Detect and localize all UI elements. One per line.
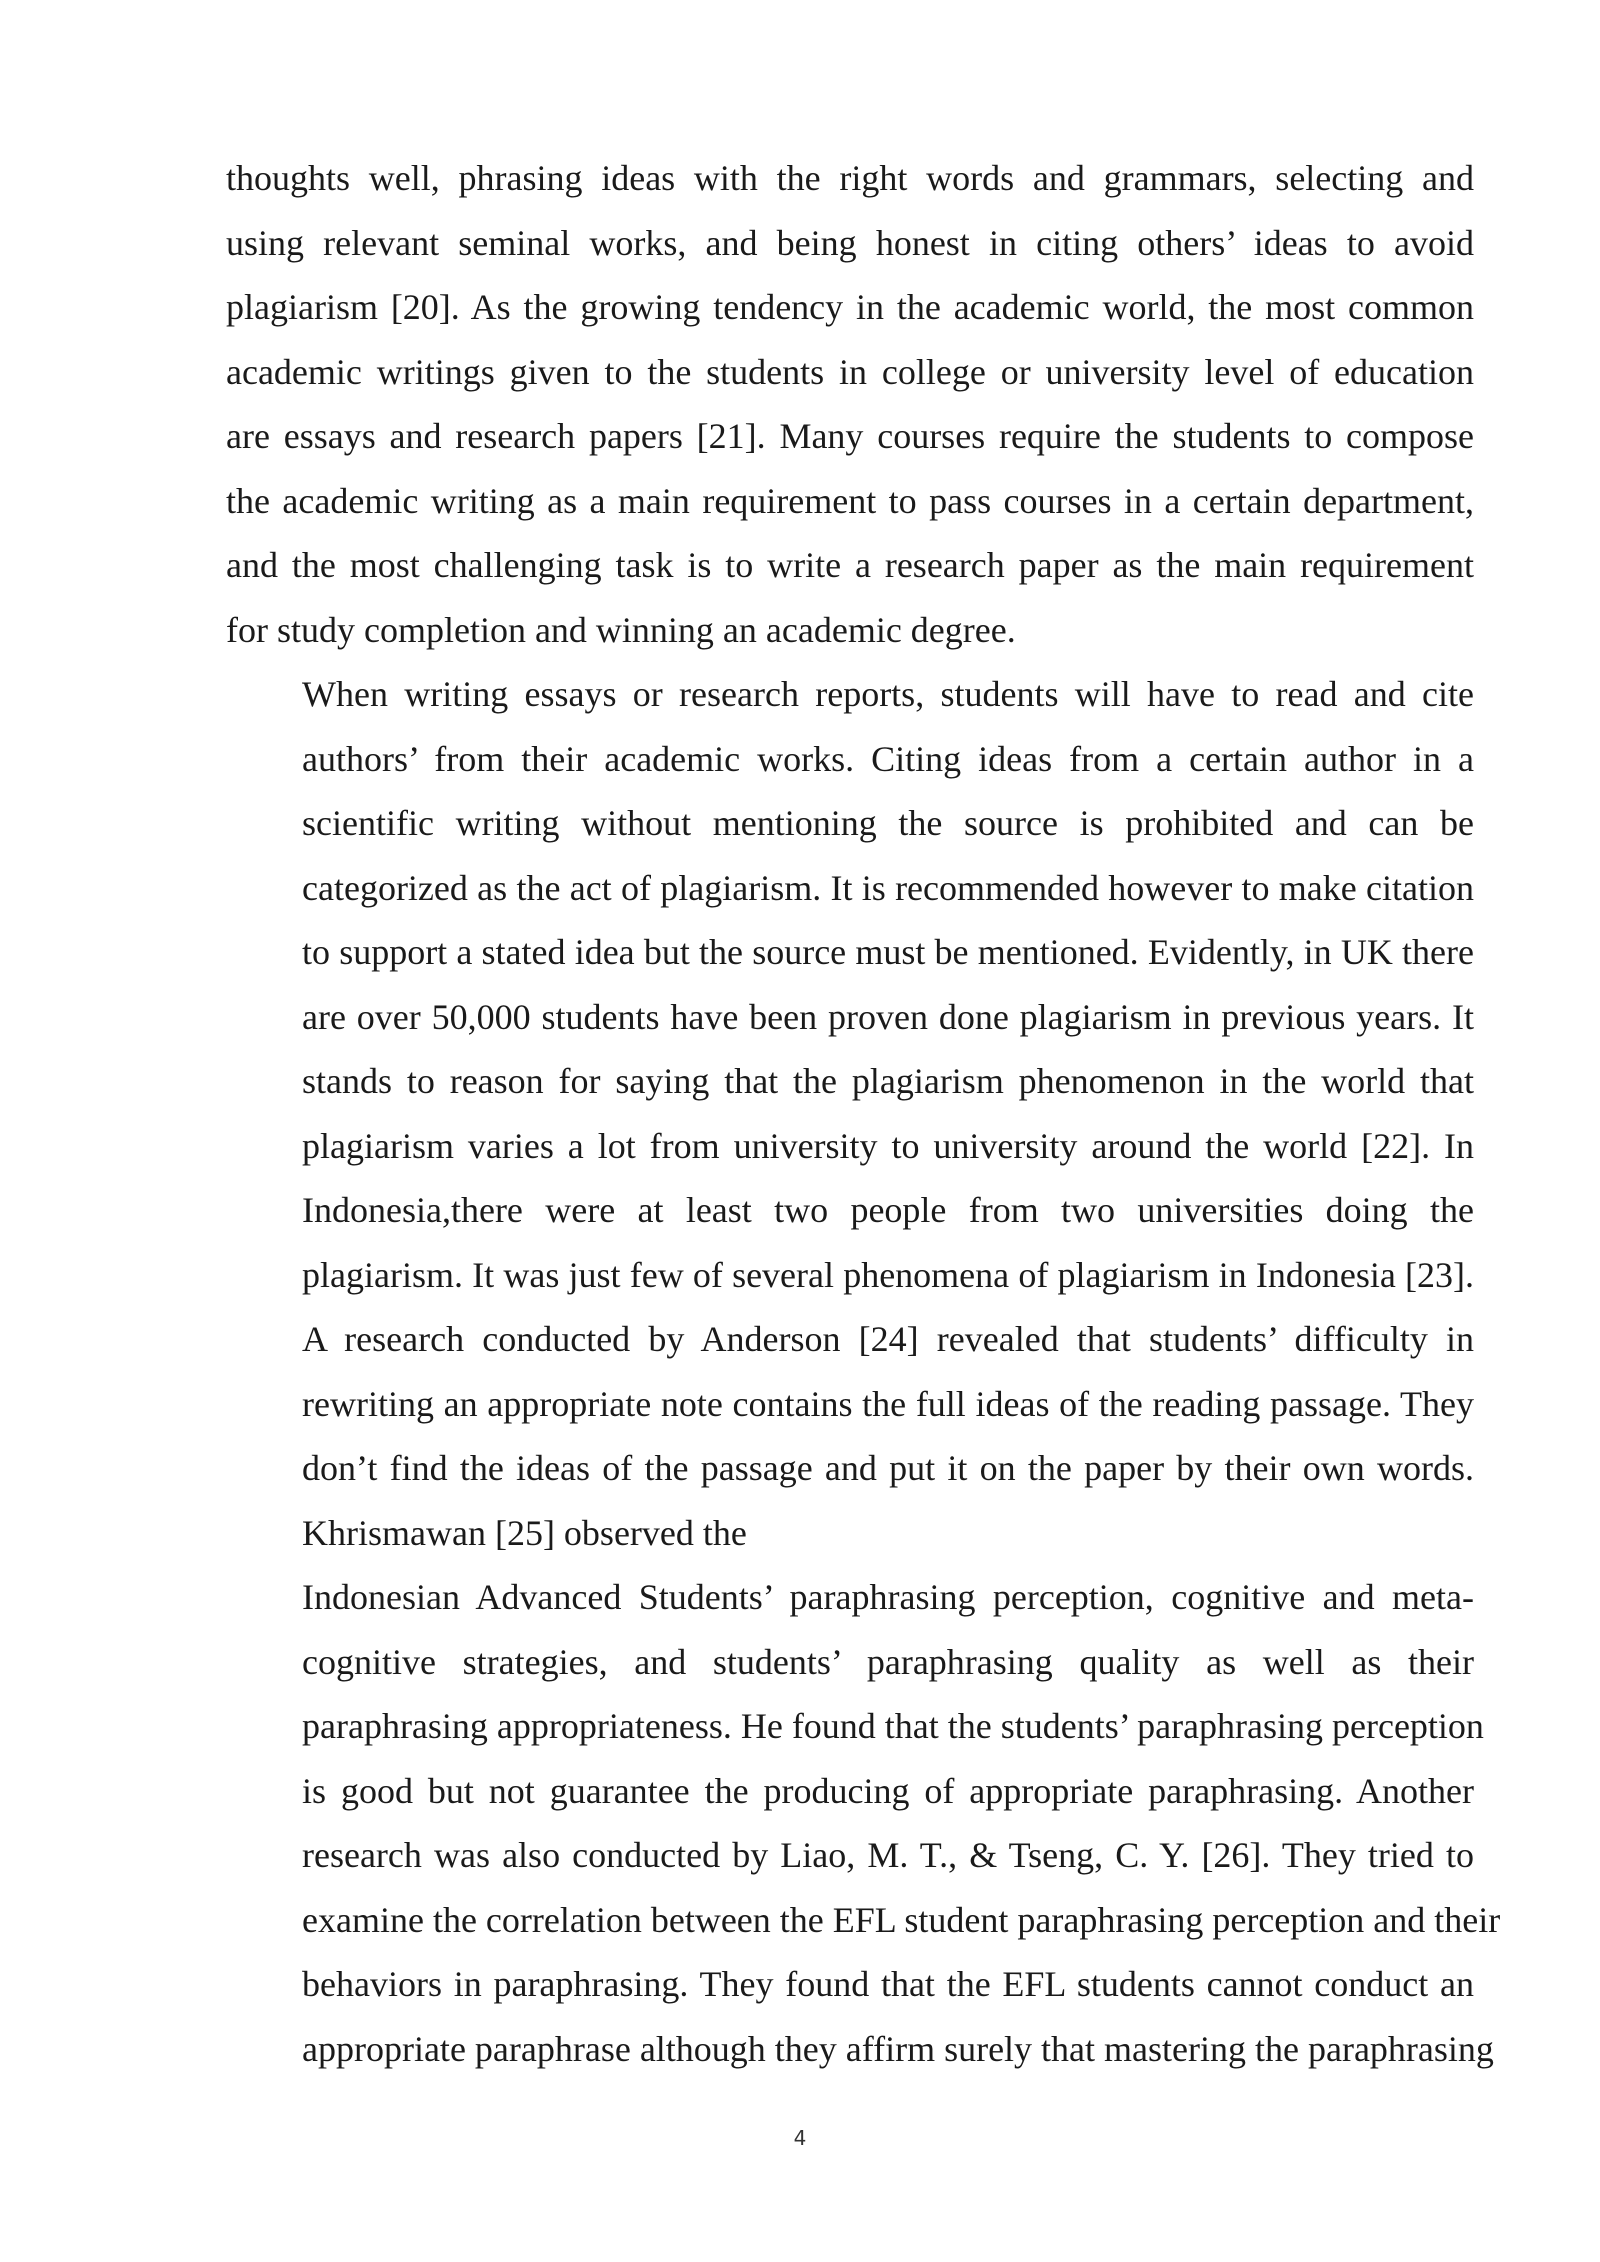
page-number: 4 [793,2126,807,2150]
text-line: plagiarism. It was just few of several phenomena of plagiarism in Indonesia [23]. [302,1254,1474,1295]
text-line: When writing essays or research reports, students will have to read and cite [302,674,1474,714]
text-line: A research conducted by Anderson [24] revealed that students’ difficulty in [302,1319,1474,1359]
text-line: Khrismawan [25] observed the [302,1512,747,1553]
text-line: cognitive strategies, and students’ paraphrasing quality as well as their [302,1641,1474,1682]
text-line: using relevant seminal works, and being honest in citing others’ ideas to avoid [226,222,1474,263]
text-line: thoughts well, phrasing ideas with the right words and grammars, selecting and [226,158,1474,198]
text-line: Indonesian Advanced Students’ paraphrasing perception, cognitive and meta- [302,1577,1474,1617]
text-line: and the most challenging task is to write a research paper as the main requirement [226,545,1474,585]
text-line: rewriting an appropriate note contains the full ideas of the reading passage. They [302,1383,1474,1424]
paragraph [226,1565,1501,2081]
text-line: paraphrasing appropriateness. He found that the students’ paraphrasing perception [302,1706,1484,1746]
text-line: plagiarism [20]. As the growing tendency in the academic world, the most common [226,287,1474,327]
paragraph [226,146,1474,662]
text-line: examine the correlation between the EFL student paraphrasing perception and their [302,1899,1501,1940]
text-line: don’t find the ideas of the passage and put it on the paper by their own words. [302,1448,1474,1488]
text-line: appropriate paraphrase although they affirm surely that mastering the paraphrasing [302,2028,1494,2069]
text-line: categorized as the act of plagiarism. It is recommended however to make citation [302,867,1474,908]
text-line: behaviors in paraphrasing. They found that the EFL students cannot conduct an [302,1964,1474,2004]
text-line: are over 50,000 students have been proven done plagiarism in previous years. It [302,996,1474,1037]
body-text [226,146,1501,2081]
text-line: is good but not guarantee the producing of appropriate paraphrasing. Another [302,1770,1474,1811]
text-line: scientific writing without mentioning the source is prohibited and can be [302,803,1474,843]
text-line: plagiarism varies a lot from university to university around the world [22]. In [302,1125,1474,1166]
text-line: for study completion and winning an academic degree. [226,609,1016,650]
text-line: Indonesia,there were at least two people from two universities doing the [302,1190,1474,1230]
text-line: research was also conducted by Liao, M. T., & Tseng, C. Y. [26]. They tried to [302,1835,1474,1875]
paragraph [226,662,1474,1565]
text-line: academic writings given to the students in college or university level of education [226,351,1474,392]
text-line: to support a stated idea but the source must be mentioned. Evidently, in UK there [302,932,1474,972]
text-line: authors’ from their academic works. Citing ideas from a certain author in a [302,738,1474,779]
text-line: stands to reason for saying that the plagiarism phenomenon in the world that [302,1061,1474,1101]
text-line: the academic writing as a main requirement to pass courses in a certain department, [226,480,1474,521]
text-line: are essays and research papers [21]. Many courses require the students to compose [226,416,1474,456]
